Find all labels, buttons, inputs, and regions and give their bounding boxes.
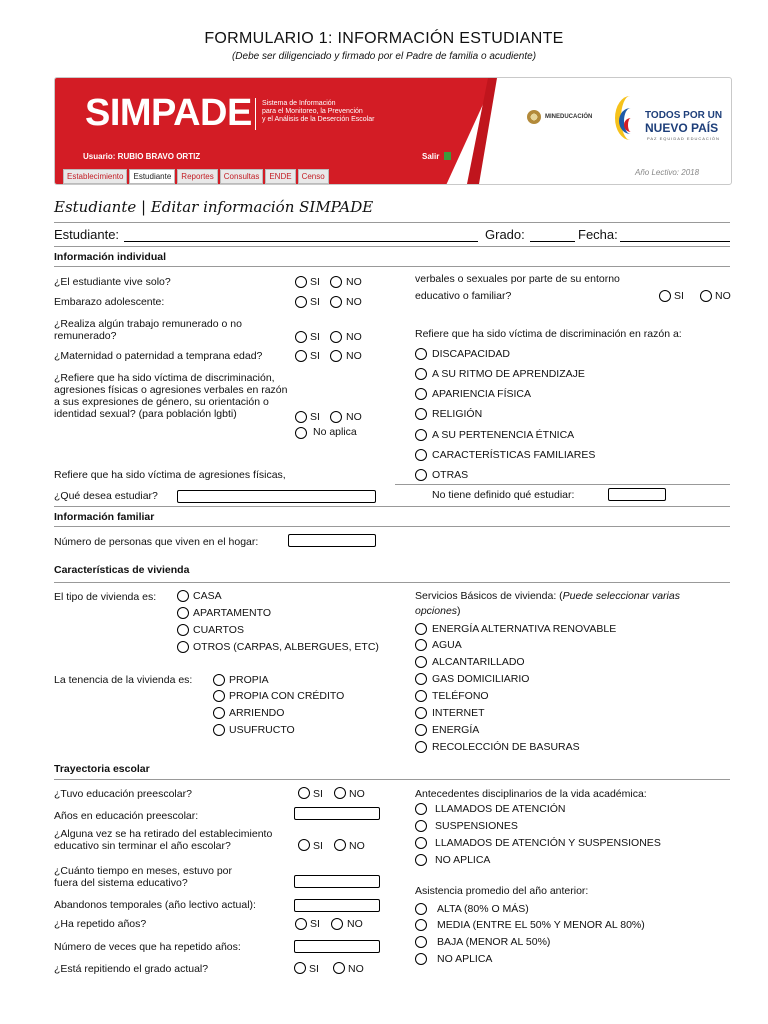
question-aggression-line3: educativo o familiar? xyxy=(415,290,512,302)
radio-si[interactable] xyxy=(659,290,671,302)
date-field[interactable] xyxy=(620,241,730,242)
radio-disc-no-aplica[interactable] xyxy=(415,854,427,866)
option-label: SI xyxy=(310,350,320,362)
option-label: PROPIA xyxy=(229,674,269,686)
radio-no[interactable] xyxy=(330,411,342,423)
divider xyxy=(395,484,730,485)
option-label: NO xyxy=(715,290,731,302)
todos-por-un-nuevo-pais-logo: TODOS POR UN NUEVO PAÍS PAZ EQUIDAD EDUCACIÓN xyxy=(615,92,727,144)
tab-censo[interactable]: Censo xyxy=(298,169,329,184)
option-label: SI xyxy=(310,411,320,423)
radio-alta[interactable] xyxy=(415,903,427,915)
radio-no-aplica[interactable] xyxy=(295,427,307,439)
question-aggression-line1: Refiere que ha sido víctima de agresiones físicas, xyxy=(54,469,286,481)
option-label: NO xyxy=(346,276,362,288)
question-lgbti-line3: a sus expresiones de género, su orientación o xyxy=(54,396,269,408)
divider xyxy=(54,222,730,223)
option-label: OTRAS xyxy=(432,469,469,481)
option-label: CASA xyxy=(193,590,222,602)
divider xyxy=(54,779,730,780)
exit-link[interactable]: Salir xyxy=(422,152,440,161)
nav-tabs xyxy=(63,169,329,184)
radio-apariencia[interactable] xyxy=(415,388,427,400)
option-label: NO APLICA xyxy=(435,854,491,866)
option-label: OTROS (CARPAS, ALBERGUES, ETC) xyxy=(193,641,379,653)
option-label: ENERGÍA xyxy=(432,724,480,736)
radio-religion[interactable] xyxy=(415,408,427,420)
radio-att-no-aplica[interactable] xyxy=(415,953,427,965)
radio-suspensiones[interactable] xyxy=(415,820,427,832)
radio-llamados-suspensiones[interactable] xyxy=(415,837,427,849)
radio-no[interactable] xyxy=(700,290,712,302)
option-label: SUSPENSIONES xyxy=(435,820,518,832)
checkbox-telefono[interactable] xyxy=(415,690,427,702)
no-defined-input[interactable] xyxy=(608,488,666,501)
radio-no[interactable] xyxy=(330,331,342,343)
tab-establecimiento[interactable]: Establecimiento xyxy=(63,169,127,184)
option-label: SI xyxy=(310,918,320,930)
services-label-cont: opciones) xyxy=(415,605,461,617)
housing-type-label: El tipo de vivienda es: xyxy=(54,591,157,603)
question-repeated: ¿Ha repetido años? xyxy=(54,918,147,930)
repeat-count-input[interactable] xyxy=(294,940,380,953)
question-study: ¿Qué desea estudiar? xyxy=(54,490,158,502)
study-input[interactable] xyxy=(177,490,376,503)
section-heading: Información individual xyxy=(54,251,167,263)
question-withdrawn-line1: ¿Alguna vez se ha retirado del establecimiento xyxy=(54,828,273,840)
radio-no[interactable] xyxy=(330,350,342,362)
radio-no[interactable] xyxy=(334,787,346,799)
radio-usufructo[interactable] xyxy=(213,724,225,736)
option-label: NO xyxy=(346,350,362,362)
option-label: CARACTERÍSTICAS FAMILIARES xyxy=(432,449,596,461)
question-repeating-current: ¿Está repitiendo el grado actual? xyxy=(54,963,209,975)
document-subtitle: (Debe ser diligenciado y firmado por el Padre de familia o acudiente) xyxy=(231,51,537,62)
radio-propia[interactable] xyxy=(213,674,225,686)
tab-estudiante[interactable]: Estudiante xyxy=(129,169,175,184)
option-label: A SU PERTENENCIA ÉTNICA xyxy=(432,429,575,441)
checkbox-basuras[interactable] xyxy=(415,741,427,753)
checkbox-energia-alternativa[interactable] xyxy=(415,623,427,635)
radio-ritmo-aprendizaje[interactable] xyxy=(415,368,427,380)
radio-si[interactable] xyxy=(294,962,306,974)
option-label: APARIENCIA FÍSICA xyxy=(432,388,531,400)
seal-icon xyxy=(527,110,541,124)
question-aggression-line2: verbales o sexuales por parte de su entorno xyxy=(415,273,620,285)
option-label: SI xyxy=(310,331,320,343)
date-label: Fecha: xyxy=(578,227,618,242)
disciplinary-label: Antecedentes disciplinarios de la vida académica: xyxy=(415,788,647,800)
option-label: SI xyxy=(310,276,320,288)
question-withdrawn-line2: educativo sin terminar el año escolar? xyxy=(54,840,231,852)
option-label: SI xyxy=(313,788,323,800)
temporary-dropouts-input[interactable] xyxy=(294,899,380,912)
checkbox-gas[interactable] xyxy=(415,673,427,685)
radio-cuartos[interactable] xyxy=(177,624,189,636)
student-label: Estudiante: xyxy=(54,227,120,242)
question-preschool: ¿Tuvo educación preescolar? xyxy=(54,788,192,800)
option-label: NO xyxy=(348,963,364,975)
divider xyxy=(54,582,730,583)
option-label: ENERGÍA ALTERNATIVA RENOVABLE xyxy=(432,623,617,635)
housing-tenure-label: La tenencia de la vivienda es: xyxy=(54,674,193,686)
radio-media[interactable] xyxy=(415,919,427,931)
option-label: LLAMADOS DE ATENCIÓN xyxy=(435,803,566,815)
option-label: SI xyxy=(309,963,319,975)
radio-si[interactable] xyxy=(295,411,307,423)
question-lgbti-line2: agresiones físicas o agresiones verbales en razón xyxy=(54,384,288,396)
option-label: GAS DOMICILIARIO xyxy=(432,673,530,685)
option-label: BAJA (MENOR AL 50%) xyxy=(437,936,551,948)
divider xyxy=(54,266,730,267)
option-label: NO xyxy=(346,411,362,423)
option-label: NO APLICA xyxy=(437,953,493,965)
attendance-label: Asistencia promedio del año anterior: xyxy=(415,885,589,897)
option-label: TELÉFONO xyxy=(432,690,489,702)
radio-otras[interactable] xyxy=(415,469,427,481)
option-label: PROPIA CON CRÉDITO xyxy=(229,690,345,702)
radio-baja[interactable] xyxy=(415,936,427,948)
radio-si[interactable] xyxy=(298,787,310,799)
preschool-years-input[interactable] xyxy=(294,807,380,820)
radio-no[interactable] xyxy=(330,276,342,288)
radio-si[interactable] xyxy=(295,350,307,362)
months-out-input[interactable] xyxy=(294,875,380,888)
option-label: NO xyxy=(346,296,362,308)
form-title: Estudiante | Editar información SIMPADE xyxy=(54,198,374,216)
option-label: NO xyxy=(346,331,362,343)
option-label: NO xyxy=(347,918,363,930)
checkbox-alcantarillado[interactable] xyxy=(415,656,427,668)
question-months-out-line2: fuera del sistema educativo? xyxy=(54,877,188,889)
checkbox-agua[interactable] xyxy=(415,639,427,651)
option-label: NO xyxy=(349,840,365,852)
preschool-years-label: Años en educación preescolar: xyxy=(54,810,199,822)
option-label: ARRIENDO xyxy=(229,707,285,719)
radio-no[interactable] xyxy=(330,296,342,308)
option-label: ALCANTARILLADO xyxy=(432,656,525,668)
radio-no[interactable] xyxy=(333,962,345,974)
radio-familiares[interactable] xyxy=(415,449,427,461)
divider xyxy=(54,246,730,247)
option-label: INTERNET xyxy=(432,707,485,719)
tab-ende[interactable]: ENDE xyxy=(265,169,295,184)
section-heading: Información familiar xyxy=(54,511,155,523)
simpade-banner xyxy=(54,77,732,185)
radio-si[interactable] xyxy=(295,276,307,288)
grade-label: Grado: xyxy=(485,227,525,242)
household-persons-input[interactable] xyxy=(288,534,376,547)
option-label: NO xyxy=(349,788,365,800)
exit-icon[interactable] xyxy=(444,152,451,160)
tab-consultas[interactable]: Consultas xyxy=(220,169,264,184)
option-label: DISCAPACIDAD xyxy=(432,348,510,360)
radio-no[interactable] xyxy=(331,918,343,930)
household-persons-label: Número de personas que viven en el hogar: xyxy=(54,536,259,548)
option-label: LLAMADOS DE ATENCIÓN Y SUSPENSIONES xyxy=(435,837,661,849)
school-year: Año Lectivo: 2018 xyxy=(635,168,700,177)
checkbox-internet[interactable] xyxy=(415,707,427,719)
repeat-count-label: Número de veces que ha repetido años: xyxy=(54,941,241,953)
radio-si[interactable] xyxy=(295,918,307,930)
discrimination-label: Refiere que ha sido víctima de discriminación en razón a: xyxy=(415,328,682,340)
divider xyxy=(54,506,730,507)
user-label: Usuario: RUBIO BRAVO ORTIZ xyxy=(83,152,201,161)
option-label: CUARTOS xyxy=(193,624,244,636)
option-label: A SU RITMO DE APRENDIZAJE xyxy=(432,368,585,380)
radio-propia-credito[interactable] xyxy=(213,690,225,702)
checkbox-energia[interactable] xyxy=(415,724,427,736)
radio-discapacidad[interactable] xyxy=(415,348,427,360)
radio-llamados[interactable] xyxy=(415,803,427,815)
option-label: RELIGIÓN xyxy=(432,408,483,420)
question-lives-alone: ¿El estudiante vive solo? xyxy=(54,276,171,288)
question-lgbti-line1: ¿Refiere que ha sido víctima de discriminación, xyxy=(54,372,275,384)
radio-apartamento[interactable] xyxy=(177,607,189,619)
radio-si[interactable] xyxy=(295,296,307,308)
services-label: Servicios Básicos de vivienda: (Puede seleccionar varias xyxy=(415,590,680,602)
logo-divider xyxy=(255,98,256,130)
question-lgbti-line4: identidad sexual? (para población lgbti) xyxy=(54,408,237,420)
logo-description: Sistema de Información para el Monitoreo, la Prevención y el Análisis de la Deserción Escolar xyxy=(262,100,375,123)
question-early-parenthood: ¿Maternidad o paternidad a temprana edad? xyxy=(54,350,263,362)
option-label: USUFRUCTO xyxy=(229,724,295,736)
radio-arriendo[interactable] xyxy=(213,707,225,719)
student-field[interactable] xyxy=(124,241,478,242)
divider xyxy=(54,526,730,527)
option-label: APARTAMENTO xyxy=(193,607,271,619)
section-heading: Trayectoria escolar xyxy=(54,763,150,775)
question-work-line2: remunerado? xyxy=(54,330,117,342)
option-label: ALTA (80% O MÁS) xyxy=(437,903,529,915)
temporary-dropouts-label: Abandonos temporales (año lectivo actual): xyxy=(54,899,256,911)
radio-etnica[interactable] xyxy=(415,429,427,441)
grade-field[interactable] xyxy=(530,241,575,242)
question-months-out-line1: ¿Cuánto tiempo en meses, estuvo por xyxy=(54,865,233,877)
ministry-logo: MINEDUCACIÓN xyxy=(527,110,592,124)
tab-reportes[interactable]: Reportes xyxy=(177,169,217,184)
option-label: SI xyxy=(313,840,323,852)
option-label: SI xyxy=(674,290,684,302)
radio-si[interactable] xyxy=(298,839,310,851)
radio-otros[interactable] xyxy=(177,641,189,653)
simpade-logo: SIMPADE xyxy=(85,92,252,134)
no-defined-label: No tiene definido qué estudiar: xyxy=(432,489,575,501)
radio-si[interactable] xyxy=(295,331,307,343)
radio-no[interactable] xyxy=(334,839,346,851)
option-label: MEDIA (ENTRE EL 50% Y MENOR AL 80%) xyxy=(437,919,645,931)
option-label: AGUA xyxy=(432,639,462,651)
radio-casa[interactable] xyxy=(177,590,189,602)
option-label: No aplica xyxy=(313,426,357,438)
document-title: FORMULARIO 1: INFORMACIÓN ESTUDIANTE xyxy=(204,30,564,47)
question-teen-pregnancy: Embarazo adolescente: xyxy=(54,296,165,308)
section-heading: Características de vivienda xyxy=(54,564,190,576)
option-label: SI xyxy=(310,296,320,308)
option-label: RECOLECCIÓN DE BASURAS xyxy=(432,741,580,753)
question-work-line1: ¿Realiza algún trabajo remunerado o no xyxy=(54,318,242,330)
